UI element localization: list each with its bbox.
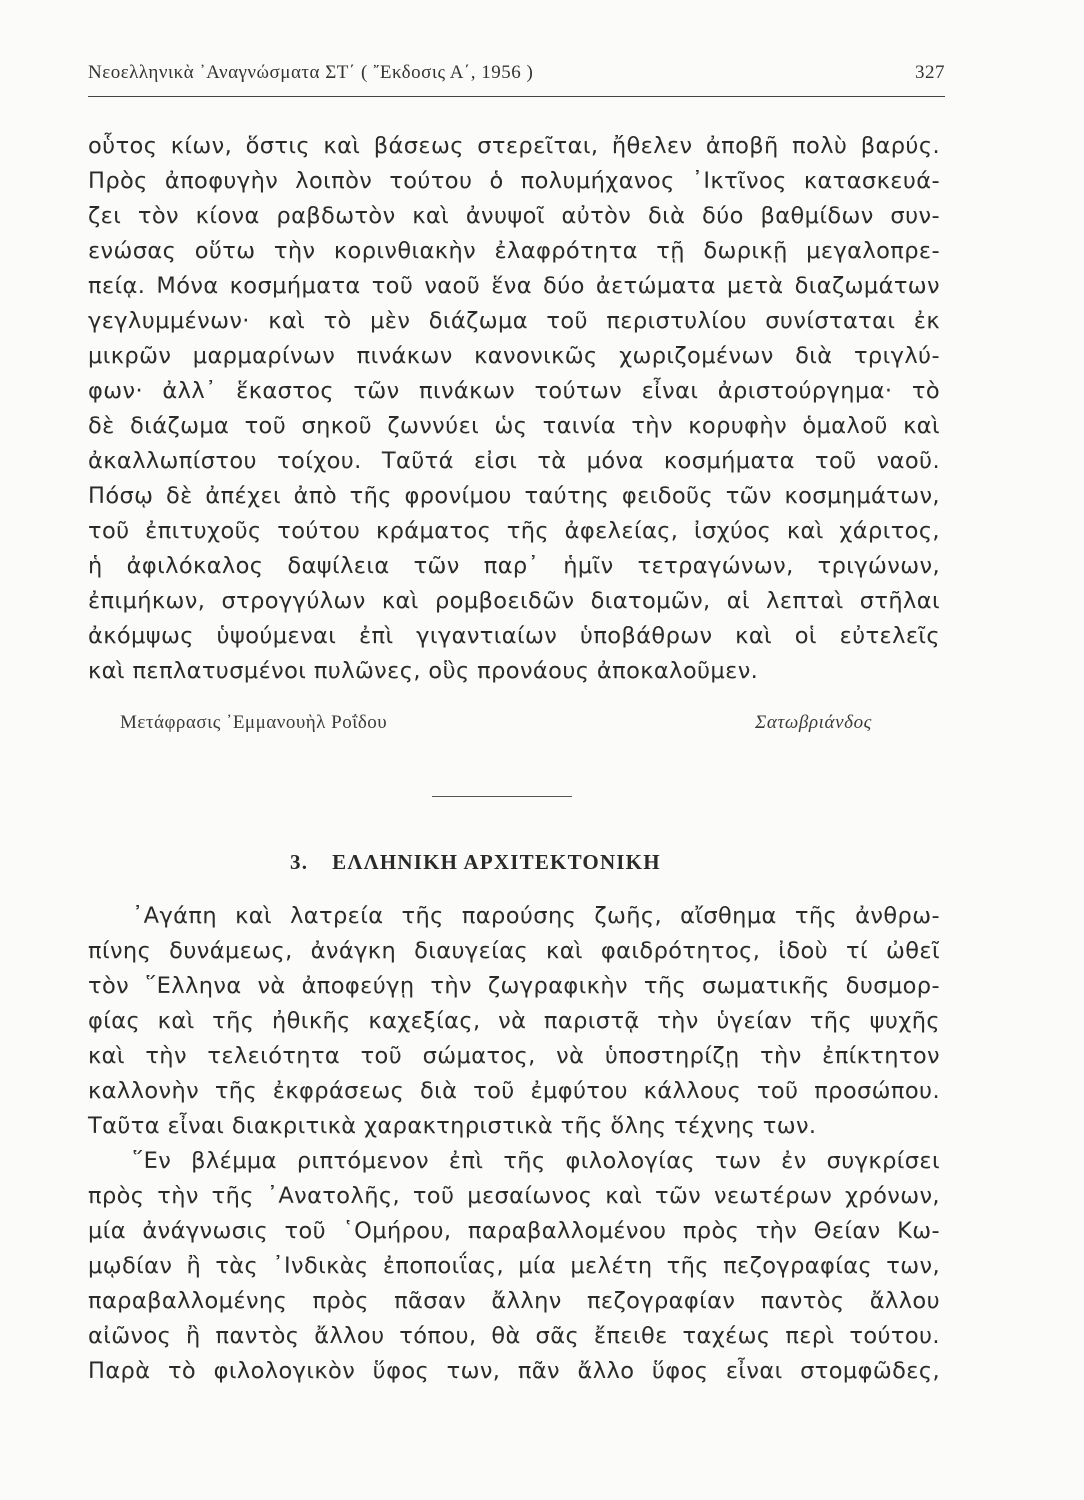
section-title: ΕΛΛΗΝΙΚΗ ΑΡΧΙΤΕΚΤΟΝΙΚΗ (332, 850, 661, 874)
text-line: καλλονὴν τῆς ἐκφράσεως διὰ τοῦ ἐμφύτου κάλλους τοῦ προσώπου. (88, 1078, 940, 1104)
text-line: ἀκόμψως ὑψούμεναι ἐπὶ γιγαντιαίων ὑποβάθρων καὶ οἱ εὐτελεῖς (88, 623, 940, 649)
text-line: τοῦ ἐπιτυχοῦς τούτου κράματος τῆς ἀφελείας, ἰσχύος καὶ χάριτος, (88, 518, 940, 544)
text-line: ἡ ἀφιλόκαλος δαψίλεια τῶν παρ᾿ ἡμῖν τετραγώνων, τριγώνων, (88, 553, 940, 579)
text-line: φων· ἀλλ᾿ ἕκαστος τῶν πινάκων τούτων εἶναι ἀριστούργημα· τὸ (88, 378, 940, 404)
header-rule (88, 96, 945, 97)
text-line: ῞Εν βλέμμα ριπτόμενον ἐπὶ τῆς φιλολογίας των ἐν συγκρίσει (132, 1148, 940, 1174)
translator-credit: Μετάφρασις ᾿Εμμανουὴλ Ροΐδου (120, 712, 388, 733)
text-line: φίας καὶ τῆς ἠθικῆς καχεξίας, νὰ παριστᾷ τὴν ὑγείαν τῆς ψυχῆς (88, 1008, 940, 1034)
section-heading (290, 850, 661, 875)
text-line: μῳδίαν ἢ τὰς ᾿Ινδικὰς ἐποποιΐας, μία μελέτη τῆς πεζογραφίας των, (88, 1253, 940, 1279)
text-line: ζει τὸν κίονα ραβδωτὸν καὶ ἀνυψοῖ αὐτὸν διὰ δύο βαθμίδων συν- (88, 203, 940, 229)
text-line: ἀκαλλωπίστου τοίχου. Ταῦτά εἰσι τὰ μόνα κοσμήματα τοῦ ναοῦ. (88, 448, 940, 474)
text-line: Πόσῳ δὲ ἀπέχει ἀπὸ τῆς φρονίμου ταύτης φειδοῦς τῶν κοσμημάτων, (88, 483, 940, 509)
section-number: 3. (290, 850, 309, 874)
text-line: παραβαλλομένης πρὸς πᾶσαν ἄλλην πεζογραφίαν παντὸς ἄλλου (88, 1288, 940, 1314)
running-title: Νεοελληνικὰ ᾿Αναγνώσματα ΣΤ΄ ( ῎Εκδοσις Α΄, 1956 ) (88, 62, 534, 83)
text-line: πίνης δυνάμεως, ἀνάγκη διαυγείας καὶ φαιδρότητος, ἰδοὺ τί ὠθεῖ (88, 938, 940, 964)
text-line: ἐπιμήκων, στρογγύλων καὶ ρομβοειδῶν διατομῶν, αἱ λεπταὶ στῆλαι (88, 588, 940, 614)
section-divider (432, 796, 572, 797)
text-line: πρὸς τὴν τῆς ᾿Ανατολῆς, τοῦ μεσαίωνος καὶ τῶν νεωτέρων χρόνων, (88, 1183, 940, 1209)
text-line: τὸν ῞Ελληνα νὰ ἀποφεύγῃ τὴν ζωγραφικὴν τῆς σωματικῆς δυσμορ- (88, 973, 940, 999)
text-line: δὲ διάζωμα τοῦ σηκοῦ ζωννύει ὡς ταινία τὴν κορυφὴν ὁμαλοῦ καὶ (88, 413, 940, 439)
text-line: ενώσας οὕτω τὴν κορινθιακὴν ἐλαφρότητα τῇ δωρικῇ μεγαλοπρε- (88, 238, 940, 264)
text-line: πείᾳ. Μόνα κοσμήματα τοῦ ναοῦ ἕνα δύο ἀετώματα μετὰ διαζωμάτων (88, 273, 940, 299)
text-line: Παρὰ τὸ φιλολογικὸν ὕφος των, πᾶν ἄλλο ὕφος εἶναι στομφῶδες, (88, 1358, 940, 1384)
text-line: ᾿Αγάπη καὶ λατρεία τῆς παρούσης ζωῆς, αἴσθημα τῆς ἀνθρω- (132, 903, 940, 929)
text-line: μικρῶν μαρμαρίνων πινάκων κανονικῶς χωριζομένων διὰ τριγλύ- (88, 343, 940, 369)
text-line: γεγλυμμένων· καὶ τὸ μὲν διάζωμα τοῦ περιστυλίου συνίσταται ἐκ (88, 308, 940, 334)
text-line: Πρὸς ἀποφυγὴν λοιπὸν τούτου ὁ πολυμήχανος ᾿Ικτῖνος κατασκευά- (88, 168, 940, 194)
text-line: αἰῶνος ἢ παντὸς ἄλλου τόπου, θὰ σᾶς ἔπειθε ταχέως περὶ τούτου. (88, 1323, 940, 1349)
author-signature: Σατωβριάνδος (755, 712, 872, 733)
text-line: οὗτος κίων, ὅστις καὶ βάσεως στερεῖται, ἤθελεν ἀποβῆ πολὺ βαρύς. (88, 133, 940, 159)
page-number: 327 (915, 62, 945, 83)
text-line: καὶ τὴν τελειότητα τοῦ σώματος, νὰ ὑποστηρίζῃ τὴν ἐπίκτητον (88, 1043, 940, 1069)
text-line: μία ἀνάγνωσις τοῦ ῾Ομήρου, παραβαλλομένου πρὸς τὴν Θείαν Κω- (88, 1218, 940, 1244)
text-line: καὶ πεπλατυσμένοι πυλῶνες, οὓς προνάους ἀποκαλοῦμεν. (88, 658, 759, 684)
text-line: Ταῦτα εἶναι διακριτικὰ χαρακτηριστικὰ τῆς ὅλης τέχνης των. (88, 1113, 817, 1139)
